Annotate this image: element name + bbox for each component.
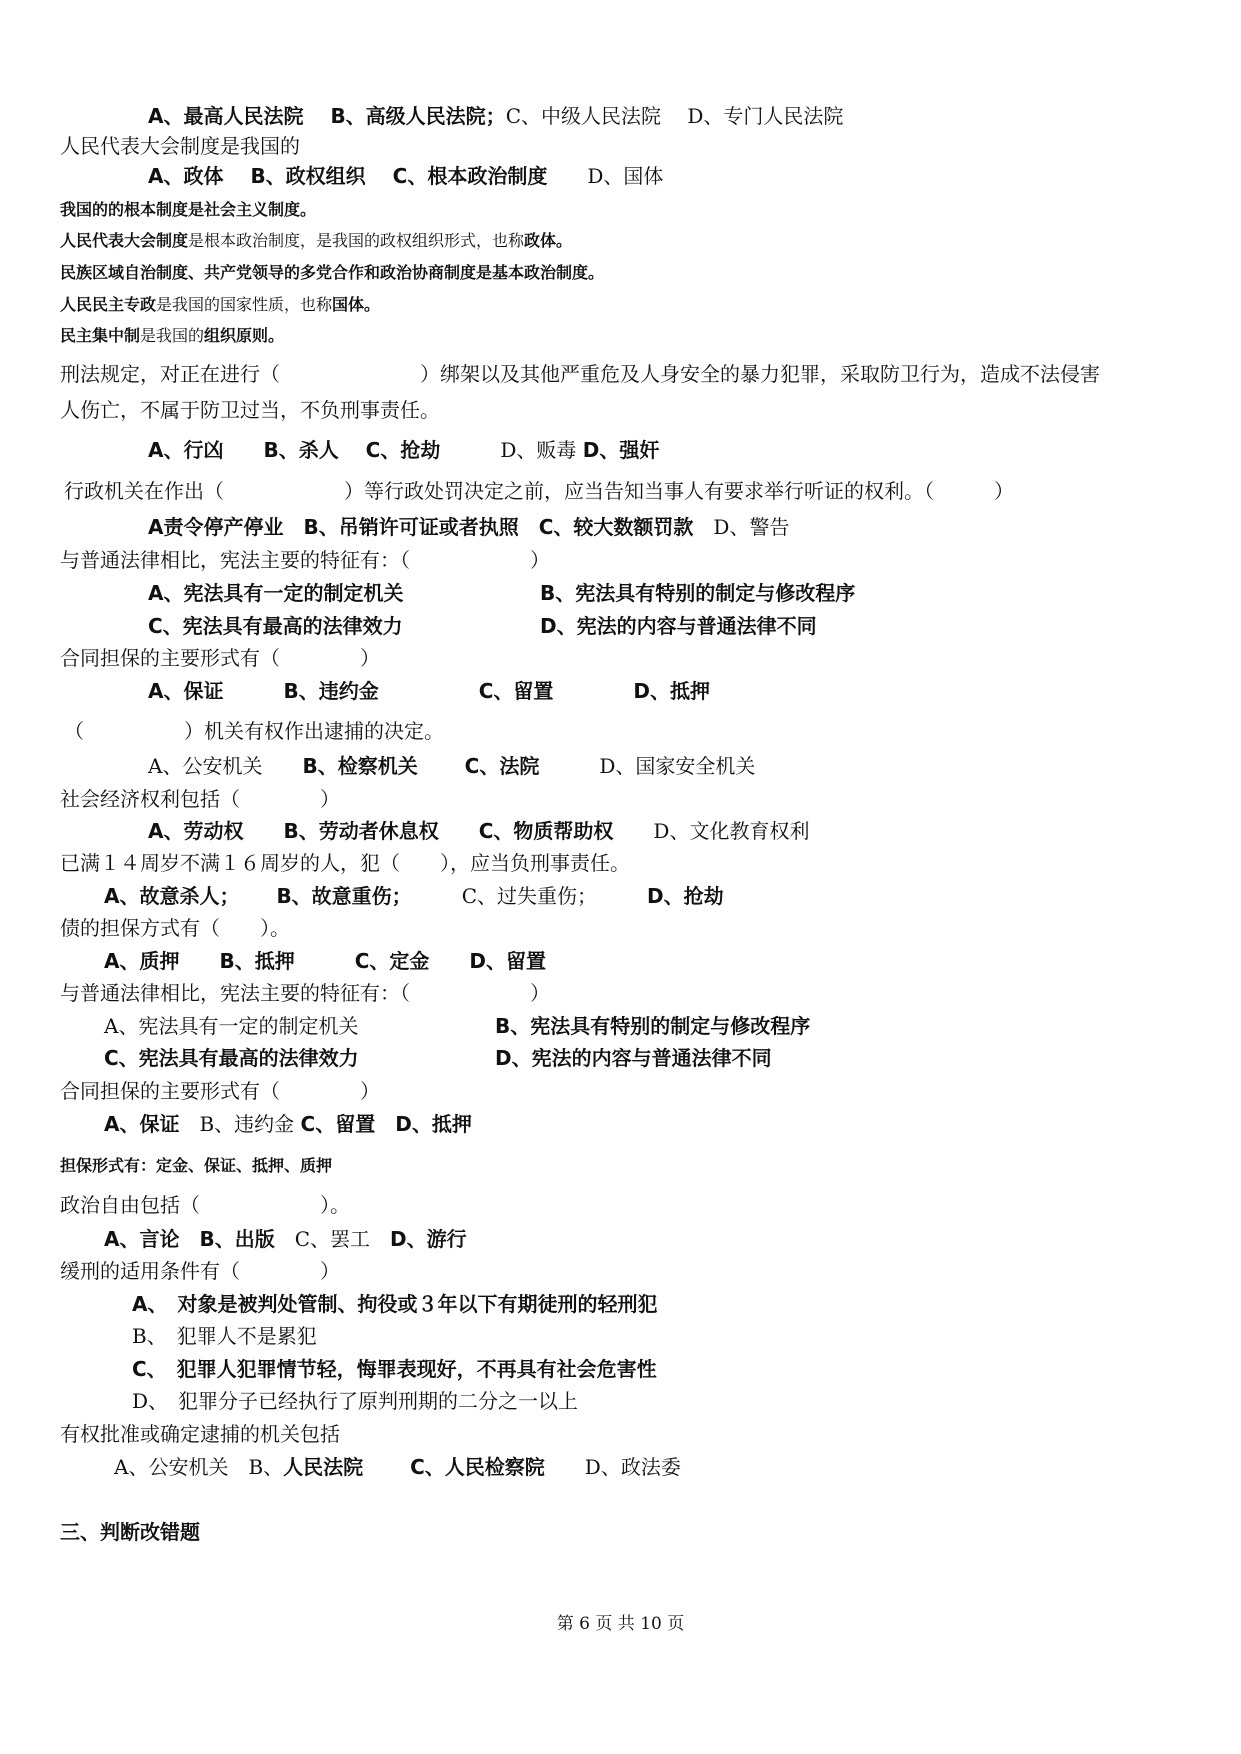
question-option-line xyxy=(132,1291,657,1317)
question-stem-line xyxy=(60,1078,380,1104)
text-run: D、国体 xyxy=(587,164,664,188)
question-stem-line xyxy=(60,1192,350,1218)
text-run: D、抢劫 xyxy=(647,884,724,908)
text-run: B、检察机关 C、法院 xyxy=(302,754,600,778)
text-run: 人伤亡，不属于防卫过当，不负刑事责任。 xyxy=(60,398,440,422)
text-run: 有权批准或确定逮捕的机关包括 xyxy=(60,1422,340,1446)
text-run: 是根本政治制度，是我国的政权组织形式，也称 xyxy=(188,231,525,250)
text-run: D、政法委 xyxy=(584,1455,681,1479)
question-stem-line xyxy=(60,980,550,1006)
text-run: 与普通法律相比，宪法主要的特征有：（ ） xyxy=(60,981,550,1005)
text-run: 与普通法律相比，宪法主要的特征有：（ ） xyxy=(60,548,550,572)
text-run: B、宪法具有特别的制定与修改程序 xyxy=(495,1014,811,1038)
text-run: A、宪法具有一定的制定机关 xyxy=(104,1014,359,1038)
text-run: 人民法院 C、人民检察院 xyxy=(283,1455,585,1479)
text-run: D、警告 xyxy=(713,515,790,539)
text-run: 民主集中制 xyxy=(60,326,141,345)
question-option-line xyxy=(132,1356,657,1382)
text-run: A、保证 B、违约金 C、留置 D、抵押 xyxy=(148,679,711,703)
text-run: 人民民主专政 xyxy=(60,295,157,314)
text-run: C、宪法具有最高的法律效力 xyxy=(148,614,403,638)
text-run: A、劳动权 B、劳动者休息权 C、物质帮助权 xyxy=(148,819,654,843)
text-run: 合同担保的主要形式有（ ） xyxy=(60,646,380,670)
question-option-line xyxy=(495,1045,772,1071)
note-line xyxy=(60,321,284,349)
note-line xyxy=(60,1151,332,1179)
text-run: C、中级人民法院 D、专门人民法院 xyxy=(505,104,844,128)
text-run: B、宪法具有特别的制定与修改程序 xyxy=(540,581,856,605)
text-run: 政治自由包括（ ）。 xyxy=(60,1193,350,1217)
text-run: D、宪法的内容与普通法律不同 xyxy=(540,614,817,638)
page-number-footer: 第 6 页 共 10 页 xyxy=(556,1614,685,1634)
text-run: 是我国的国家性质，也称 xyxy=(156,295,333,314)
question-option-line xyxy=(148,103,843,129)
text-run: A、保证 xyxy=(104,1112,200,1136)
text-run: D、宪法的内容与普通法律不同 xyxy=(495,1046,772,1070)
text-run: C、 犯罪人犯罪情节轻，悔罪表现好，不再具有社会危害性 xyxy=(132,1357,657,1381)
text-run: A、 对象是被判处管制、拘役或３年以下有期徒刑的轻刑犯 xyxy=(132,1292,658,1316)
question-option-line xyxy=(104,1045,359,1071)
question-option-line xyxy=(148,437,659,463)
question-option-line xyxy=(148,678,710,704)
text-run: A、公安机关 B、 xyxy=(114,1455,284,1479)
text-run: D、游行 xyxy=(390,1227,467,1251)
question-stem-line xyxy=(64,478,1014,504)
question-stem-line xyxy=(60,915,290,941)
question-stem-line xyxy=(60,133,300,159)
text-run: 民族区域自治制度、共产党领导的多党合作和政治协商制度是基本政治制度。 xyxy=(60,263,605,282)
text-run: A、最高人民法院 B、高级人民法院； xyxy=(148,104,506,128)
text-run: 行政机关在作出（ ）等行政处罚决定之前，应当告知当事人有要求举行听证的权利。（ ） xyxy=(64,479,1014,503)
question-stem-line xyxy=(60,786,340,812)
question-option-line xyxy=(104,883,724,909)
question-option-line xyxy=(148,613,403,639)
text-run: 已满１４周岁不满１６周岁的人，犯（ ），应当负刑事责任。 xyxy=(60,851,630,875)
text-run: A、宪法具有一定的制定机关 xyxy=(148,581,404,605)
text-run: A、公安机关 xyxy=(148,754,303,778)
text-run: 国体。 xyxy=(332,295,381,314)
text-run: 政体。 xyxy=(524,231,573,250)
text-run: 我国的的根本制度是社会主义制度。 xyxy=(60,200,317,219)
question-stem-line xyxy=(60,1421,340,1447)
question-stem-line xyxy=(60,547,550,573)
note-line xyxy=(60,195,316,223)
question-option-line xyxy=(540,613,817,639)
note-line xyxy=(60,226,572,254)
question-stem-line xyxy=(64,718,444,744)
question-option-line xyxy=(104,1013,358,1039)
text-run: 缓刑的适用条件有（ ） xyxy=(60,1259,340,1283)
text-run: 担保形式有：定金、保证、抵押、质押 xyxy=(60,1156,333,1175)
text-run: B、违约金 xyxy=(199,1112,301,1136)
text-run: A责令停产停业 B、吊销许可证或者执照 C、较大数额罚款 xyxy=(148,515,714,539)
question-option-line xyxy=(148,753,755,779)
question-option-line xyxy=(495,1013,810,1039)
text-run: 组织原则。 xyxy=(204,326,285,345)
question-stem-line xyxy=(60,850,630,876)
question-stem-line xyxy=(60,361,1100,387)
question-stem-line xyxy=(60,645,380,671)
text-run: D、国家安全机关 xyxy=(599,754,756,778)
text-run: 人民代表大会制度 xyxy=(60,231,189,250)
text-run: 刑法规定，对正在进行（ ）绑架以及其他严重危及人身安全的暴力犯罪，采取防卫行为，造成不法侵害 xyxy=(60,362,1100,386)
text-run: 合同担保的主要形式有（ ） xyxy=(60,1079,380,1103)
text-run: 人民代表大会制度是我国的 xyxy=(60,134,300,158)
question-option-line xyxy=(104,1226,467,1252)
text-run: A、行凶 B、杀人 C、抢劫 xyxy=(148,438,501,462)
question-option-line xyxy=(540,580,855,606)
text-run: （ ）机关有权作出逮捕的决定。 xyxy=(64,719,444,743)
question-stem-line xyxy=(60,1258,340,1284)
question-option-line xyxy=(132,1323,317,1349)
question-option-line xyxy=(104,1111,472,1137)
text-run: C、留置 D、抵押 xyxy=(300,1112,472,1136)
text-run: 社会经济权利包括（ ） xyxy=(60,787,340,811)
text-run: B、 犯罪人不是累犯 xyxy=(132,1324,317,1348)
text-run: D、 犯罪分子已经执行了原判刑期的二分之一以上 xyxy=(132,1389,579,1413)
text-run: A、言论 B、出版 xyxy=(104,1227,295,1251)
text-run: A、质押 B、抵押 C、定金 D、留置 xyxy=(104,949,547,973)
section-heading xyxy=(60,1519,200,1545)
note-line xyxy=(60,290,380,318)
text-run: C、宪法具有最高的法律效力 xyxy=(104,1046,359,1070)
question-option-line xyxy=(114,1454,681,1480)
text-run: C、过失重伤； xyxy=(461,884,647,908)
question-stem-line xyxy=(60,397,440,423)
text-run: D、贩毒 xyxy=(500,438,583,462)
question-option-line xyxy=(104,948,546,974)
question-option-line xyxy=(148,818,809,844)
text-run: 债的担保方式有（ ）。 xyxy=(60,916,290,940)
text-run: A、政体 B、政权组织 C、根本政治制度 xyxy=(148,164,588,188)
text-run: D、文化教育权利 xyxy=(653,819,810,843)
text-run: A、故意杀人； B、故意重伤； xyxy=(104,884,462,908)
text-run: C、罢工 xyxy=(294,1227,391,1251)
text-run: 是我国的 xyxy=(140,326,205,345)
question-option-line xyxy=(148,580,403,606)
question-option-line xyxy=(148,514,789,540)
question-option-line xyxy=(132,1388,578,1414)
text-run: D、强奸 xyxy=(582,438,660,462)
note-line xyxy=(60,258,604,286)
text-run: 三、判断改错题 xyxy=(60,1520,200,1544)
question-option-line xyxy=(148,163,663,189)
